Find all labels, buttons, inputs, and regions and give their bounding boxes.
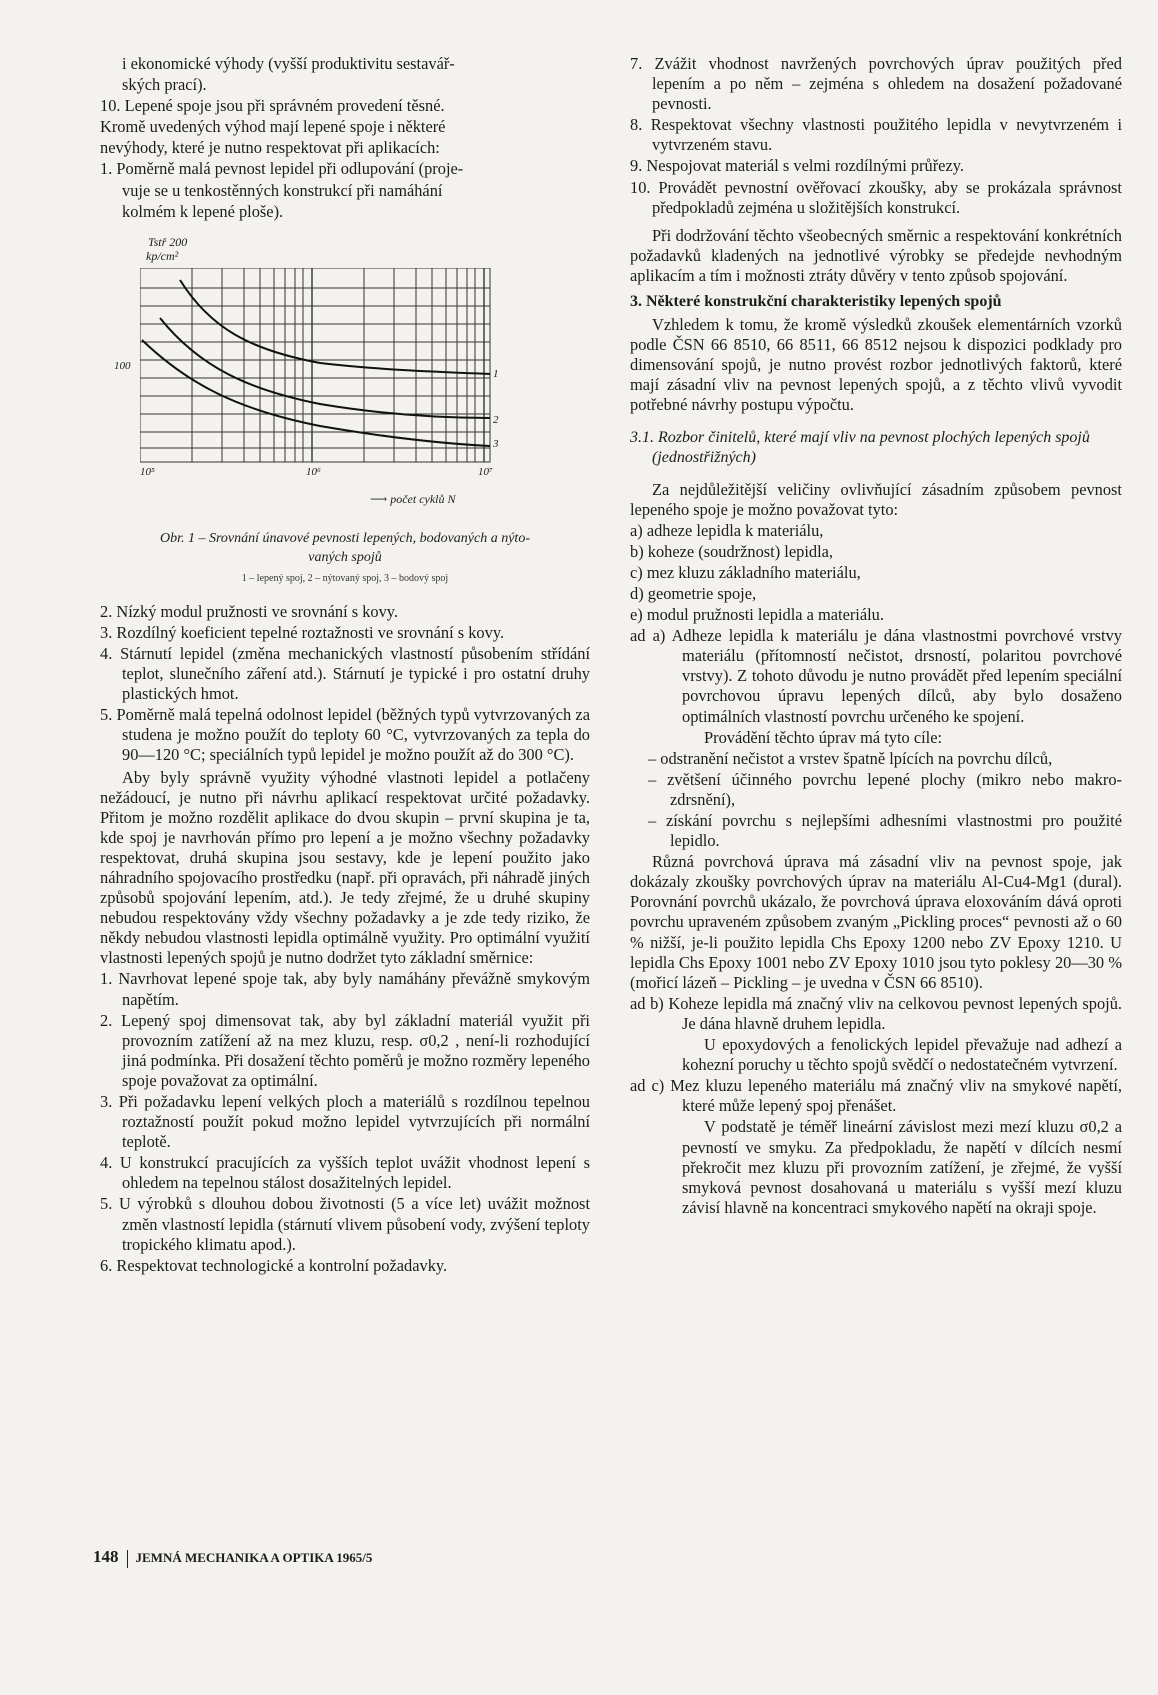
list-item: 5. Poměrně malá tepelná odolnost lepidel (běžných typů vytvrzovaných za studena je možno použít do teploty 60 °C, vytvrzovaných za tepla do 90—120 °C; speciálních typů lepidel je možno použít až do 300 °C).	[100, 705, 590, 765]
paragraph: Při dodržování těchto všeobecných směrnic a respektování konkrétních požadavků kladených na jednotlivé výrobky se předejde nevhodným aplikacím a tím i možnosti ztráty důvěry v tento způsob spojování.	[630, 225, 1122, 285]
caption-line: Obr. 1 – Srovnání únavové pevnosti lepených, bodovaných a nýto-	[160, 530, 530, 546]
list-item: 1. Navrhovat lepené spoje tak, aby byly namáhány převážně smykovým napětím.	[100, 969, 590, 1009]
list-item: a) adheze lepidla k materiálu,	[630, 520, 824, 540]
paragraph: ad a) Adheze lepidla k materiálu je dána vlastnostmi povrchové vrstvy materiálu (přítomností nečistot, drsností, polaritou povrchové vrstvy). Z tohoto důvodu je nutno provádět před lepením speciální povrchovou úpravu lepených dílců, aby bylo dosaženo optimálních vlastností povrchu určeného ke spojení.	[630, 626, 1122, 726]
text-line: i ekonomické výhody (vyšší produktivitu sestavář-	[122, 54, 455, 73]
list-item: 8. Respektovat všechny vlastnosti použitého lepidla v nevytvrzeném i vytvrzeném stavu.	[630, 115, 1122, 155]
subsection-heading: 3.1. Rozbor činitelů, které mají vliv na pevnost plochých lepených spojů (jednostřižných)	[630, 428, 1090, 466]
list-item: 9. Nespojovat materiál s velmi rozdílnými průřezy.	[630, 156, 964, 176]
list-item: c) mez kluzu základního materiálu,	[630, 562, 861, 582]
y-tick-label: 100	[114, 359, 131, 372]
list-item: 7. Zvážit vhodnost navržených povrchových úprav použitých před lepením a po něm – zejména s ohledem na dosažení požadované pevnosti.	[630, 54, 1122, 114]
chart-grid	[140, 268, 500, 468]
list-item: – odstranění nečistot a vrstev špatně lpících na povrchu dílců,	[648, 748, 1053, 768]
footer-divider	[127, 1550, 128, 1568]
text-line: nevýhody, které je nutno respektovat při aplikacích:	[100, 138, 440, 158]
text-line: ských prací).	[122, 75, 207, 95]
list-item: 2. Nízký modul pružnosti ve srovnání s kovy.	[100, 601, 399, 621]
list-item: 4. U konstrukcí pracujících za vyšších teplot uvážit vhodnost lepení s ohledem na tepelnou stálost dosažitelných lepidel.	[100, 1153, 590, 1193]
x-axis-label: počet cyklů N	[390, 491, 456, 506]
list-item: 2. Lepený spoj dimensovat tak, aby byl základní materiál využit při provozním zatížení až na mez kluzu, resp. σ0,2 , není-li rozhodující jiná podmínka. Při dosažení těchto poměrů je možno rozměry lepeného spoje považovat za optimální.	[100, 1010, 590, 1090]
list-item: 3. Rozdílný koeficient tepelné roztažnosti ve srovnání s kovy.	[100, 622, 505, 642]
text-line: 10. Lepené spoje jsou při správném provedení těsné.	[100, 96, 445, 116]
paragraph: V podstatě je téměř lineární závislost mezi mezí kluzu σ0,2 a pevností ve smyku. Za předpokladu, že napětí v dílcích nesmí překročit mez kluzu při provozním zatížení, je zřejmé, že vyšší smyková pevnost dosahovaná u materiálu s vyšší mezí kluzu závisí hlavně na koncentraci smykového napětí na okraji spoje.	[682, 1117, 1122, 1217]
paragraph: ad b) Koheze lepidla má značný vliv na celkovou pevnost lepených spojů. Je dána hlavně druhem lepidla.	[630, 993, 1122, 1033]
paragraph: Vzhledem k tomu, že kromě výsledků zkoušek elementárních vzorků podle ČSN 66 8510, 66 8511, 66 8512 nejsou k dispozici podklady pro dimensování spojů, je nutno provést rozbor jednotlivých faktorů, které mají zásadní vliv na pevnost lepených spojů, a z těchto vlivů vyvodit potřebné návrhy postupu výpočtu.	[630, 315, 1122, 415]
x-tick-label: 10⁷	[478, 465, 493, 478]
x-tick-label: 10⁵	[140, 465, 155, 478]
y-axis-label: Tstř 200	[148, 234, 188, 249]
text-line: vuje se u tenkostěnných konstrukcí při namáhání	[122, 180, 443, 200]
list-item: 3. Při požadavku lepení velkých ploch a materiálů s rozdílnou tepelnou roztažností použít pokud možno lepidel vytvrzujících při normální teplotě.	[100, 1092, 590, 1152]
curve-label-2: 2	[493, 413, 499, 426]
x-axis-label-wrap	[370, 492, 456, 507]
x-tick-label: 10⁶	[306, 465, 321, 478]
paragraph: Různá povrchová úprava má zásadní vliv na pevnost spoje, jak dokázaly zkoušky povrchových úprav na materiálu Al-Cu4-Mg1 (dural). Porovnání povrchů ukázalo, že povrchová úprava eloxováním dává oproti povrchu upraveném způsobem zvaným „Pickling proces“ pevnosti až o 60 % nižší, je-li použito lepidla Chs Epoxy 1200 nebo ZV Epoxy 1210. U lepidla Chs Epoxy 1001 nebo ZV Epoxy 1010 jsou tyto poklesy 20—30 % (mořicí lázeň – Pickling – je uvedna v ČSN 66 8510).	[630, 852, 1122, 992]
figure-caption	[100, 528, 590, 566]
list-item: 4. Stárnutí lepidel (změna mechanických vlastností působením střídání teplot, slunečního záření atd.). Stárnutí je typické i pro ostatní druhy plastických hmot.	[100, 643, 590, 704]
y-axis-unit: kp/cm²	[146, 248, 179, 263]
list-item: d) geometrie spoje,	[630, 583, 757, 603]
curve-label-3: 3	[493, 437, 499, 450]
left-column	[100, 54, 590, 1277]
right-column	[630, 54, 1122, 1219]
text-line: 1. Poměrně malá pevnost lepidel při odlupování (proje-	[100, 159, 464, 179]
curve-3-spot	[142, 340, 490, 446]
text-line: Kromě uvedených výhod mají lepené spoje i některé	[100, 117, 446, 137]
journal-name: JEMNÁ MECHANIKA A OPTIKA 1965/5	[135, 1550, 373, 1565]
paragraph: U epoxydových a fenolických lepidel převažuje nad adhezí a kohezní poruchy u těchto spojů svědčí o nedostatečném vytvrzení.	[682, 1035, 1122, 1075]
fatigue-figure	[100, 228, 590, 566]
text-line: kolmém k lepené ploše).	[122, 201, 284, 221]
page-footer	[93, 1547, 372, 1568]
curve-2-riveted	[160, 318, 490, 418]
paragraph: Aby byly správně využity výhodné vlastnoti lepidel a potlačeny nežádoucí, je nutno při návrhu aplikací respektovat určité požadavky. Přitom je možno rozdělit aplikace do dvou skupin – první skupina je ta, kde spoj je navrhován přímo pro lepení a je možno všechny požadavky respektovat, druhá skupina jsou sestavy, kde je lepení použito jako náhradního spojovacího prostředku (např. při opravách, při náhradě jiných způsobů spojování lepením, atd.). Je tedy zřejmé, že u druhé skupiny nebudou respektovány vždy všechny požadavky a je zde tedy riziko, že někdy nebudou vlastnosti lepidla optimálně využity. Pro optimální využití vlastnosti lepených spojů je nutno dodržet tyto základní směrnice:	[100, 767, 590, 968]
page-number: 148	[93, 1547, 119, 1566]
paragraph: Provádění těchto úprav má tyto cíle:	[704, 727, 943, 747]
section-heading: 3. Některé konstrukční charakteristiky lepených spojů	[630, 293, 1002, 311]
list-item: b) koheze (soudržnost) lepidla,	[630, 541, 833, 561]
list-item: – zvětšení účinného povrchu lepené plochy (mikro nebo makro-zdrsnění),	[648, 769, 1122, 809]
arrow-icon: ⟶	[370, 491, 391, 506]
figure-legend: 1 – lepený spoj, 2 – nýtovaný spoj, 3 – bodový spoj	[241, 572, 449, 584]
list-item: e) modul pružnosti lepidla a materiálu.	[630, 605, 884, 625]
paragraph: Za nejdůležitější veličiny ovlivňující zásadním způsobem pevnost lepeného spoje je možno považovat tyto:	[630, 479, 1122, 519]
list-item: 6. Respektovat technologické a kontrolní požadavky.	[100, 1255, 448, 1275]
list-item: 10. Provádět pevnostní ověřovací zkoušky, aby se prokázala správnost předpokladů zejména u složitějších konstrukcí.	[630, 177, 1122, 217]
list-item: – získání povrchu s nejlepšími adhesními vlastnostmi pro použité lepidlo.	[648, 811, 1122, 851]
curve-label-1: 1	[493, 367, 499, 380]
list-item: 5. U výrobků s dlouhou dobou životnosti (5 a více let) uvážit možnost změn vlastností lepidla (stárnutí vlivem působení vody, zvýšení teploty tropického klimatu apod.).	[100, 1194, 590, 1254]
paragraph: ad c) Mez kluzu lepeného materiálu má značný vliv na smykové napětí, které může lepený spoj přenášet.	[630, 1076, 1122, 1116]
caption-line: vaných spojů	[308, 549, 382, 565]
